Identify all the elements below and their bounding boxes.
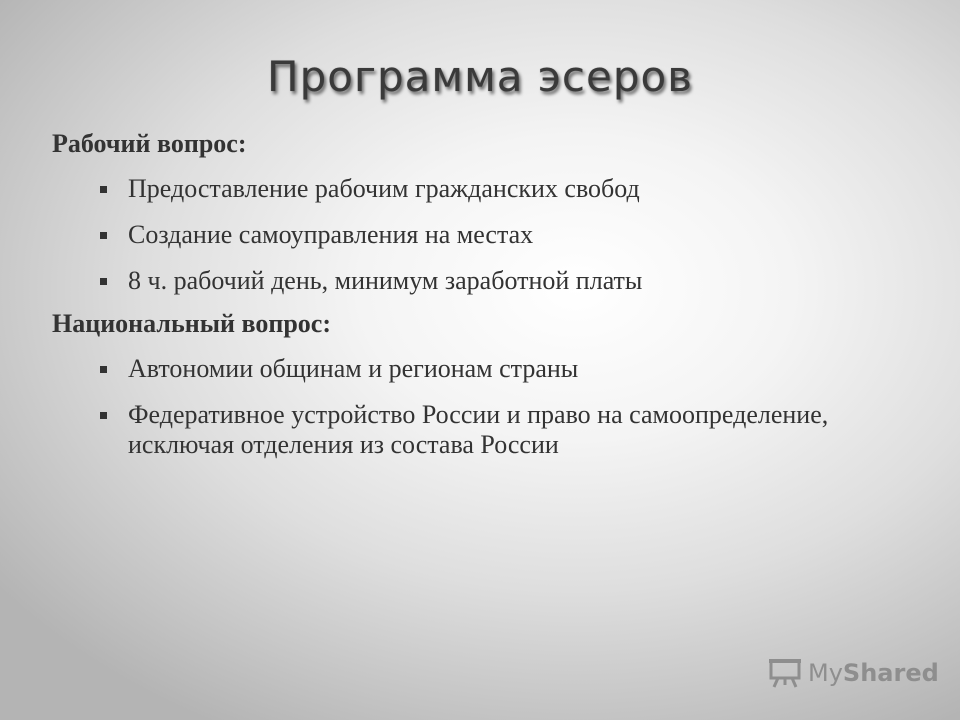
watermark-brand-bold: Shared — [842, 659, 939, 687]
square-bullet-icon — [100, 278, 107, 285]
presentation-board-icon — [768, 658, 802, 688]
list-item-text: Предоставление рабочим гражданских свобод — [128, 174, 640, 203]
list-item — [52, 354, 932, 384]
list-item — [52, 220, 932, 250]
square-bullet-icon — [100, 412, 107, 419]
list-item — [52, 266, 932, 296]
national-list — [52, 354, 932, 460]
mysared-watermark — [768, 658, 939, 688]
square-bullet-icon — [100, 366, 107, 373]
section-heading-national: Национальный вопрос: — [52, 309, 331, 338]
list-item-text: Федеративное устройство России и право на самоопределение, исключая отделения из состава России — [128, 400, 829, 459]
list-item-text: Создание самоуправления на местах — [128, 220, 534, 249]
section-heading-labor: Рабочий вопрос: — [52, 129, 247, 158]
labor-list — [52, 174, 932, 296]
slide-title: Программа эсеров — [267, 52, 693, 101]
list-item — [52, 400, 932, 460]
square-bullet-icon — [100, 186, 107, 193]
list-item — [52, 174, 932, 204]
slide-content — [52, 122, 932, 460]
watermark-brand-regular: My — [808, 659, 843, 687]
square-bullet-icon — [100, 232, 107, 239]
list-item-text: 8 ч. рабочий день, минимум заработной платы — [128, 266, 643, 295]
list-item-text: Автономии общинам и регионам страны — [128, 354, 579, 383]
